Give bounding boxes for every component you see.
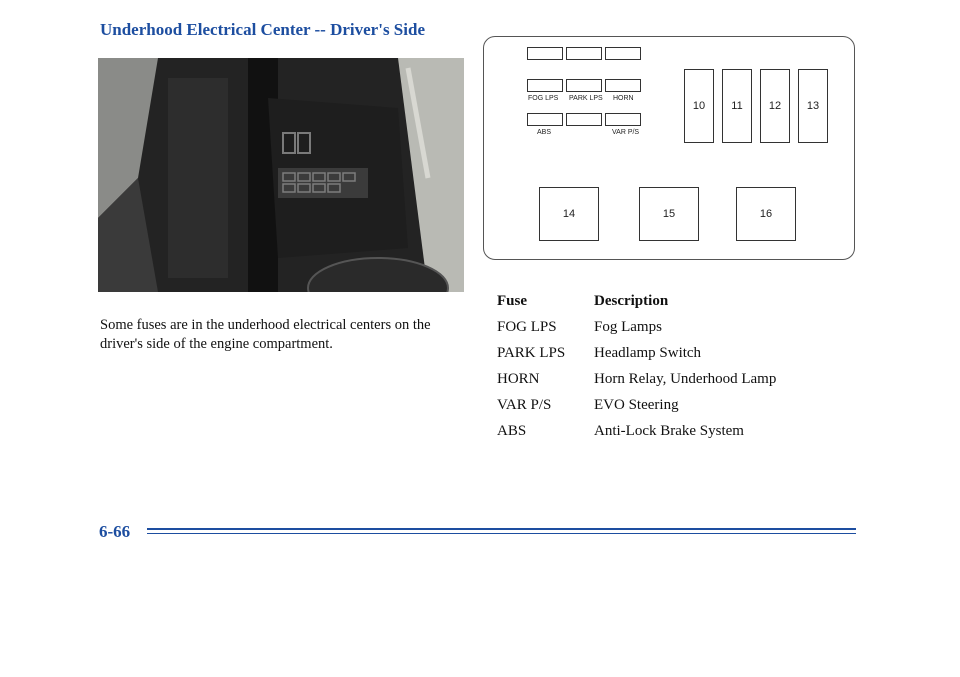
fuse-name: VAR P/S — [497, 397, 552, 413]
fuse-slot — [605, 79, 641, 92]
fuse-slot — [605, 47, 641, 60]
fuse-label: FOG LPS — [528, 95, 559, 102]
header-description: Description — [594, 293, 669, 309]
page-title: Underhood Electrical Center -- Driver's Side — [100, 20, 425, 39]
fuse-name: FOG LPS — [497, 319, 557, 335]
fuse-slot — [527, 79, 563, 92]
fuse-description: Anti-Lock Brake System — [594, 423, 744, 439]
fuse-slot — [527, 113, 563, 126]
fuse-description: EVO Steering — [594, 397, 679, 413]
fuse-block-diagram — [483, 36, 855, 260]
intro-text: Some fuses are in the underhood electrical centers on the driver's side of the engine compartment. — [100, 317, 431, 352]
footer-rule-thin — [147, 533, 856, 534]
fuse-description: Fog Lamps — [594, 319, 662, 335]
fuse-slot — [566, 79, 602, 92]
page-number: 6-66 — [99, 522, 131, 541]
relay-12: 12 — [760, 69, 790, 143]
fuse-label: VAR P/S — [612, 129, 640, 136]
fuse-label: PARK LPS — [569, 95, 603, 102]
fuse-slot — [605, 113, 641, 126]
fuse-label: HORN — [613, 95, 634, 102]
fuse-description: Headlamp Switch — [594, 345, 702, 361]
fuse-label: ABS — [537, 129, 552, 136]
header-fuse: Fuse — [497, 293, 527, 309]
engine-compartment-photo — [98, 58, 464, 292]
fuse-slot — [527, 47, 563, 60]
relay-16: 16 — [736, 187, 796, 241]
fuse-slot — [566, 47, 602, 60]
fuse-description: Horn Relay, Underhood Lamp — [594, 371, 777, 387]
footer-rule — [147, 528, 856, 530]
relay-15: 15 — [639, 187, 699, 241]
fuse-slot — [566, 113, 602, 126]
relay-11: 11 — [722, 69, 752, 143]
relay-10: 10 — [684, 69, 714, 143]
fuse-name: PARK LPS — [497, 345, 566, 361]
fuse-name: HORN — [497, 371, 540, 387]
relay-14: 14 — [539, 187, 599, 241]
fuse-name: ABS — [497, 423, 527, 439]
relay-13: 13 — [798, 69, 828, 143]
